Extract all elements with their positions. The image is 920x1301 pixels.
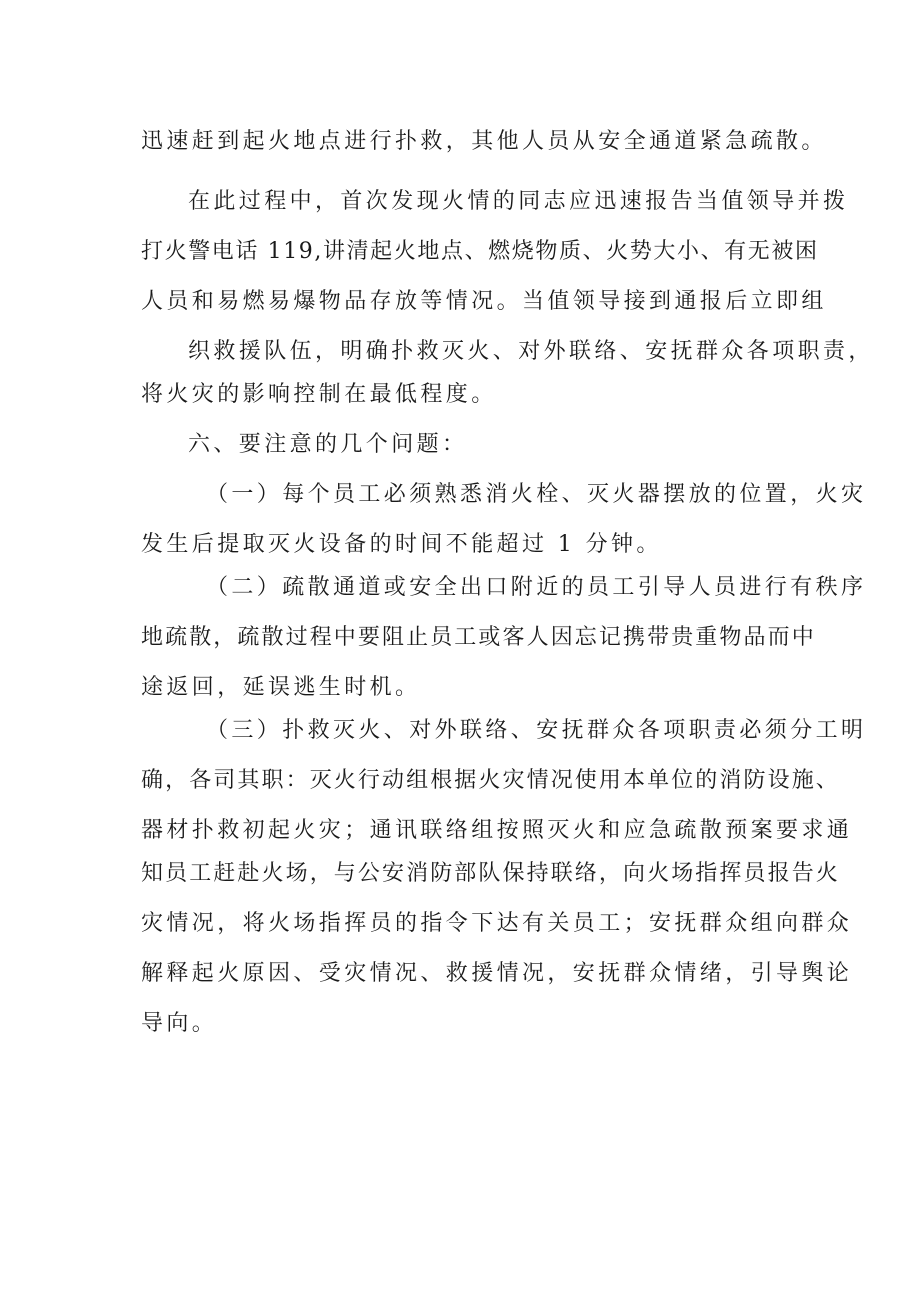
text-line: 在此过程中，首次发现火情的同志应迅速报告当值领导并拨 [188, 189, 849, 214]
text-line: 导向。 [141, 1011, 218, 1036]
text-line: （一）每个员工必须熟悉消火栓、灭火器摆放的位置，火灾 [206, 482, 867, 507]
text-line: 将火灾的影响控制在最低程度。 [141, 382, 497, 407]
text-line: 途返回，延误逃生时机。 [141, 675, 421, 700]
text-line: 人员和易燃易爆物品存放等情况。当值领导接到通报后立即组 [141, 289, 827, 314]
text-line: 打火警电话 119,讲清起火地点、燃烧物质、火势大小、有无被困 [141, 239, 819, 264]
text-line: 迅速赶到起火地点进行扑救，其他人员从安全通道紧急疏散。 [141, 129, 827, 154]
text-line: （三）扑救灭火、对外联络、安抚群众各项职责必须分工明 [206, 718, 867, 743]
text-line: 解释起火原因、受灾情况、救援情况，安抚群众情绪，引导舆论 [141, 961, 853, 986]
text-line: 知员工赶赴火场，与公安消防部队保持联络，向火场指挥员报告火 [141, 861, 840, 886]
text-line: 织救援队伍，明确扑救灭火、对外联络、安抚群众各项职责， [188, 339, 874, 364]
text-line: 发生后提取灭火设备的时间不能超过 1 分钟。 [141, 532, 662, 557]
section-heading: 六、要注意的几个问题： [188, 432, 468, 457]
text-line: （二）疏散通道或安全出口附近的员工引导人员进行有秩序 [206, 575, 867, 600]
text-line: 器材扑救初起火灾；通讯联络组按照灭火和应急疏散预案要求通 [141, 818, 853, 843]
text-line: 地疏散，疏散过程中要阻止员工或客人因忘记携带贵重物品而中 [141, 625, 816, 650]
text-line: 确，各司其职：灭火行动组根据火灾情况使用本单位的消防设施、 [141, 768, 840, 793]
text-line: 灾情况，将火场指挥员的指令下达有关员工；安抚群众组向群众 [141, 911, 853, 936]
